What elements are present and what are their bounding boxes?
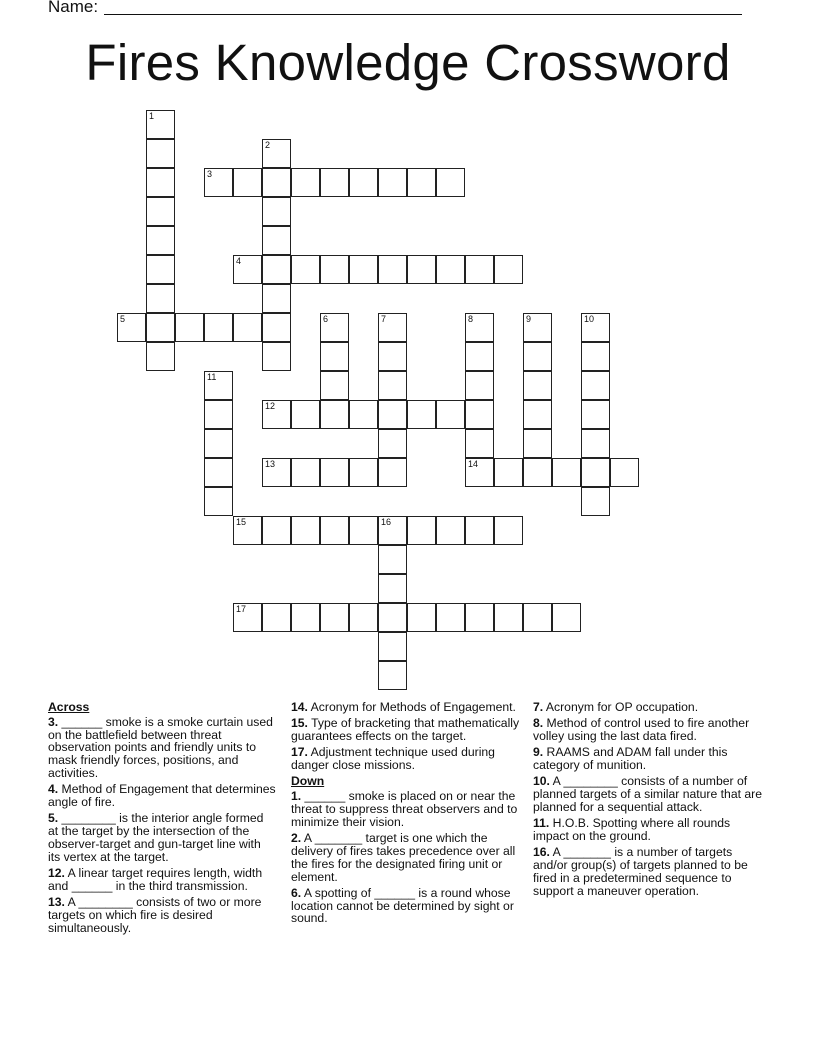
- grid-cell[interactable]: [581, 458, 610, 487]
- clue-item: [48, 716, 276, 780]
- grid-cell[interactable]: [407, 603, 436, 632]
- grid-cell[interactable]: [204, 458, 233, 487]
- clue-number: 8: [468, 314, 474, 324]
- clue-number: 2: [265, 140, 271, 150]
- clue-item: [533, 701, 769, 714]
- grid-cell[interactable]: [436, 400, 465, 429]
- clue-item: [533, 846, 769, 897]
- grid-cell[interactable]: [146, 255, 175, 284]
- clue-number-label: 2.: [291, 831, 302, 846]
- name-label: Name:: [48, 0, 99, 16]
- grid-cell[interactable]: [436, 603, 465, 632]
- grid-cell[interactable]: [262, 458, 291, 487]
- clue-item: [48, 783, 276, 809]
- grid-cell[interactable]: [204, 313, 233, 342]
- clue-item: [48, 812, 276, 863]
- grid-cell[interactable]: [465, 400, 494, 429]
- clue-item: [533, 775, 769, 813]
- grid-cell[interactable]: [378, 400, 407, 429]
- grid-cell[interactable]: [436, 516, 465, 545]
- grid-cell[interactable]: [320, 516, 349, 545]
- grid-cell[interactable]: [262, 226, 291, 255]
- clue-number-label: 8.: [533, 716, 544, 731]
- clue-number-label: 10.: [533, 774, 550, 789]
- clue-text: Method of control used to fire another volley using the last data fired.: [533, 716, 750, 744]
- grid-cell[interactable]: [523, 313, 552, 342]
- grid-cell[interactable]: [291, 168, 320, 197]
- across-clue-list: [48, 716, 276, 935]
- grid-cell[interactable]: [494, 458, 523, 487]
- clue-number-label: 6.: [291, 885, 302, 900]
- grid-cell[interactable]: [465, 429, 494, 458]
- down-header: Down: [291, 774, 325, 789]
- grid-cell[interactable]: [407, 168, 436, 197]
- grid-cell[interactable]: [320, 168, 349, 197]
- clue-column-1: [48, 701, 276, 938]
- grid-cell[interactable]: [146, 197, 175, 226]
- clue-item: [291, 887, 523, 925]
- grid-cell[interactable]: [233, 168, 262, 197]
- grid-cell[interactable]: [262, 255, 291, 284]
- grid-cell[interactable]: [349, 603, 378, 632]
- grid-cell[interactable]: [262, 197, 291, 226]
- clue-number: 5: [120, 314, 126, 324]
- grid-cell[interactable]: [204, 429, 233, 458]
- grid-cell[interactable]: [320, 255, 349, 284]
- grid-cell[interactable]: [494, 516, 523, 545]
- grid-cell[interactable]: [581, 487, 610, 516]
- grid-cell[interactable]: [378, 545, 407, 574]
- grid-cell[interactable]: [523, 458, 552, 487]
- grid-cell[interactable]: [146, 226, 175, 255]
- down-clue-list-continued: [533, 701, 769, 898]
- clue-number-label: 3.: [48, 714, 59, 729]
- grid-cell[interactable]: [349, 168, 378, 197]
- grid-cell[interactable]: [204, 487, 233, 516]
- clue-text: Adjustment technique used during danger close missions.: [291, 745, 495, 773]
- grid-cell[interactable]: [523, 371, 552, 400]
- clue-number: 12: [265, 401, 276, 411]
- grid-cell[interactable]: [552, 603, 581, 632]
- clue-item: [533, 717, 769, 743]
- clue-number: 7: [381, 314, 387, 324]
- grid-cell[interactable]: [146, 342, 175, 371]
- clue-number-label: 14.: [291, 700, 308, 714]
- clue-number: 1: [149, 111, 155, 121]
- clue-number: 10: [584, 314, 595, 324]
- grid-cell[interactable]: [581, 400, 610, 429]
- grid-cell[interactable]: [378, 371, 407, 400]
- grid-cell[interactable]: [117, 313, 146, 342]
- clue-number-label: 1.: [291, 789, 302, 804]
- grid-cell[interactable]: [233, 313, 262, 342]
- clue-number: 3: [207, 169, 213, 179]
- clue-number: 16: [381, 517, 392, 527]
- grid-cell[interactable]: [407, 400, 436, 429]
- grid-cell[interactable]: [349, 400, 378, 429]
- clue-text: ______ smoke is a smoke curtain used on the battlefield between threat observation points and friendly units to mask friendly forces, positions, and activities.: [48, 714, 273, 780]
- grid-cell[interactable]: [378, 458, 407, 487]
- grid-cell[interactable]: [146, 284, 175, 313]
- clue-text: H.O.B. Spotting where all rounds impact on the ground.: [533, 816, 731, 844]
- grid-cell[interactable]: [146, 168, 175, 197]
- grid-cell[interactable]: [146, 110, 175, 139]
- grid-cell[interactable]: [465, 603, 494, 632]
- grid-cell[interactable]: [465, 342, 494, 371]
- clue-item: [533, 746, 769, 772]
- grid-cell[interactable]: [581, 371, 610, 400]
- clue-item: [291, 790, 523, 828]
- grid-cell[interactable]: [233, 516, 262, 545]
- clue-number-label: 5.: [48, 811, 59, 826]
- grid-cell[interactable]: [262, 400, 291, 429]
- grid-cell[interactable]: [465, 371, 494, 400]
- grid-cell[interactable]: [523, 342, 552, 371]
- grid-cell[interactable]: [233, 603, 262, 632]
- clue-text: ________ is the interior angle formed at the target by the intersection of the observer-target and gun-target line with its vertex at the target.: [48, 811, 264, 864]
- grid-cell[interactable]: [262, 313, 291, 342]
- grid-cell[interactable]: [349, 516, 378, 545]
- clue-number: 17: [236, 604, 247, 614]
- grid-cell[interactable]: [204, 371, 233, 400]
- clue-number: 6: [323, 314, 329, 324]
- grid-cell[interactable]: [494, 603, 523, 632]
- grid-cell[interactable]: [320, 371, 349, 400]
- clue-item: [48, 896, 276, 934]
- grid-cell[interactable]: [291, 603, 320, 632]
- clue-text: A _______ target is one which the delivery of fires takes precedence over all the fires for the designated firing unit or element.: [291, 831, 516, 884]
- grid-cell[interactable]: [465, 516, 494, 545]
- clue-number-label: 16.: [533, 845, 550, 860]
- clue-number-label: 7.: [533, 700, 544, 714]
- grid-cell[interactable]: [320, 400, 349, 429]
- grid-cell[interactable]: [494, 255, 523, 284]
- grid-cell[interactable]: [262, 516, 291, 545]
- grid-cell[interactable]: [610, 458, 639, 487]
- grid-cell[interactable]: [378, 168, 407, 197]
- across-header: Across: [48, 700, 90, 714]
- grid-cell[interactable]: [262, 168, 291, 197]
- grid-cell[interactable]: [436, 168, 465, 197]
- grid-cell[interactable]: [204, 400, 233, 429]
- clue-text: A linear target requires length, width and ______ in the third transmission.: [48, 866, 263, 893]
- clue-number: 15: [236, 517, 247, 527]
- grid-cell[interactable]: [581, 313, 610, 342]
- grid-cell[interactable]: [378, 516, 407, 545]
- grid-cell[interactable]: [378, 603, 407, 632]
- grid-cell[interactable]: [262, 603, 291, 632]
- grid-cell[interactable]: [581, 342, 610, 371]
- clue-number-label: 12.: [48, 866, 65, 881]
- grid-cell[interactable]: [291, 255, 320, 284]
- clue-number-label: 11.: [533, 816, 550, 831]
- grid-cell[interactable]: [233, 255, 262, 284]
- grid-cell[interactable]: [407, 255, 436, 284]
- grid-cell[interactable]: [320, 603, 349, 632]
- clue-number: 4: [236, 256, 242, 266]
- clue-number-label: 17.: [291, 745, 308, 760]
- clue-column-2: [291, 701, 523, 929]
- grid-cell[interactable]: [146, 313, 175, 342]
- grid-cell[interactable]: [465, 458, 494, 487]
- grid-cell[interactable]: [465, 313, 494, 342]
- grid-cell[interactable]: [291, 458, 320, 487]
- across-clue-list-continued: [291, 701, 523, 772]
- clue-number: 13: [265, 459, 276, 469]
- grid-cell[interactable]: [581, 429, 610, 458]
- grid-cell[interactable]: [378, 632, 407, 661]
- clue-text: A ________ consists of a number of planned targets of a similar nature that are planned for a sequential attack.: [533, 774, 762, 815]
- page-title: Fires Knowledge Crossword: [85, 34, 731, 91]
- grid-cell[interactable]: [291, 516, 320, 545]
- grid-cell[interactable]: [523, 603, 552, 632]
- clue-item: [533, 817, 769, 843]
- clue-text: ______ smoke is placed on or near the threat to suppress threat observers and to minimize their vision.: [291, 789, 518, 829]
- grid-cell[interactable]: [146, 139, 175, 168]
- grid-cell[interactable]: [523, 429, 552, 458]
- grid-cell[interactable]: [262, 139, 291, 168]
- grid-cell[interactable]: [349, 255, 378, 284]
- grid-cell[interactable]: [465, 255, 494, 284]
- grid-cell[interactable]: [320, 313, 349, 342]
- clue-item: [48, 867, 276, 893]
- grid-cell[interactable]: [552, 458, 581, 487]
- grid-cell[interactable]: [523, 400, 552, 429]
- clue-number-label: 15.: [291, 716, 308, 731]
- clue-number-label: 13.: [48, 895, 65, 910]
- clue-item: [291, 717, 523, 743]
- clue-number: 11: [207, 372, 217, 382]
- grid-cell[interactable]: [378, 661, 407, 690]
- clue-text: A _______ is a number of targets and/or group(s) of targets planned to be fired in a predetermined sequence to support a maneuver operation.: [533, 845, 748, 898]
- grid-cell[interactable]: [175, 313, 204, 342]
- clue-text: A ________ consists of two or more targets on which fire is desired simultaneously.: [48, 895, 262, 935]
- clue-item: [291, 746, 523, 772]
- clue-number: 14: [468, 459, 479, 469]
- clue-text: Acronym for Methods of Engagement.: [307, 700, 516, 714]
- grid-cell[interactable]: [378, 255, 407, 284]
- clue-text: Method of Engagement that determines angle of fire.: [48, 782, 276, 810]
- grid-cell[interactable]: [320, 458, 349, 487]
- grid-cell[interactable]: [436, 255, 465, 284]
- clue-number-label: 4.: [48, 782, 59, 797]
- grid-cell[interactable]: [204, 168, 233, 197]
- clue-text: Acronym for OP occupation.: [543, 700, 699, 714]
- clue-text: Type of bracketing that mathematically guarantees effects on the target.: [291, 716, 520, 744]
- grid-cell[interactable]: [291, 400, 320, 429]
- clue-column-3: [533, 701, 769, 901]
- clue-number-label: 9.: [533, 745, 544, 760]
- grid-cell[interactable]: [378, 574, 407, 603]
- clue-number: 9: [526, 314, 532, 324]
- grid-cell[interactable]: [378, 342, 407, 371]
- grid-cell[interactable]: [349, 458, 378, 487]
- grid-cell[interactable]: [262, 342, 291, 371]
- clue-text: A spotting of ______ is a round whose location cannot be determined by sight or sound.: [291, 885, 514, 926]
- grid-cell[interactable]: [407, 516, 436, 545]
- grid-cell[interactable]: [378, 313, 407, 342]
- grid-cell[interactable]: [378, 429, 407, 458]
- clue-item: [291, 701, 523, 714]
- down-clue-list: [291, 790, 523, 925]
- grid-cell[interactable]: [262, 284, 291, 313]
- grid-cell[interactable]: [320, 342, 349, 371]
- clue-text: RAAMS and ADAM fall under this category of munition.: [533, 745, 728, 773]
- clue-item: [291, 832, 523, 883]
